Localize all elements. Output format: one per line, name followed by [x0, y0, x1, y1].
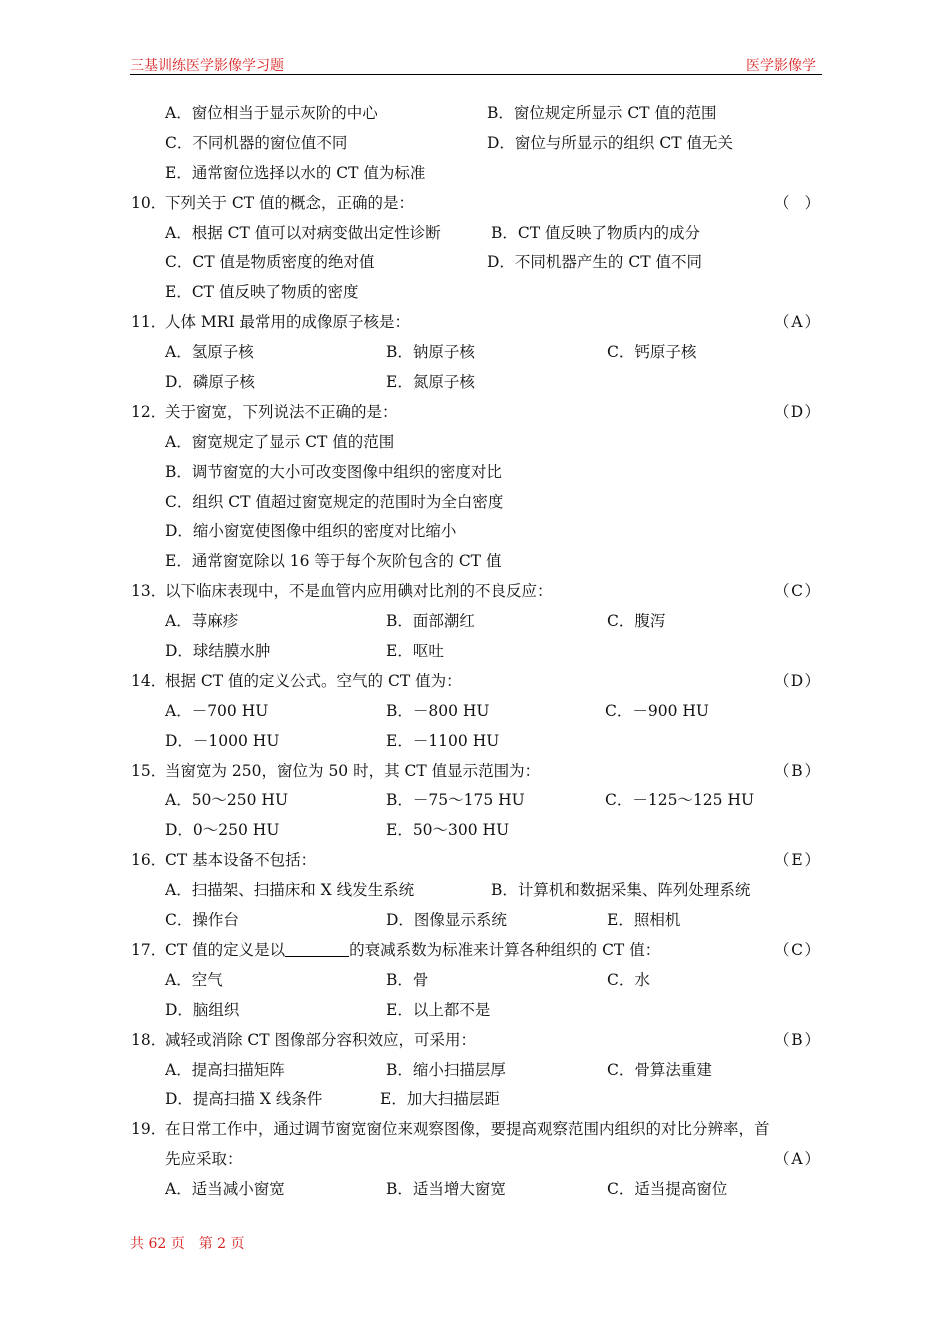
question-number: 14．	[131, 671, 167, 690]
question-stem	[131, 308, 822, 338]
answer-letter: E	[791, 851, 803, 870]
answer-bracket-close: ）	[804, 402, 820, 421]
answer-option: B．－75～175 HU	[386, 791, 525, 810]
question-stem	[131, 1026, 822, 1056]
answer-option: D．磷原子核	[165, 373, 255, 392]
question-number: 19．	[131, 1120, 167, 1139]
question-text	[165, 936, 660, 966]
answer-bracket-close: ）	[804, 1030, 820, 1049]
answer-letter: B	[791, 761, 803, 780]
answer-option: C．不同机器的窗位值不同	[165, 133, 348, 152]
answer-option: B．－800 HU	[386, 701, 490, 720]
answer-bracket-open: （	[774, 1030, 790, 1049]
answer-option: B．窗位规定所显示 CT 值的范围	[487, 104, 717, 122]
answer-bracket	[774, 757, 820, 787]
question-stem	[131, 757, 822, 787]
question-text-after-blank: 的衰减系数为标准来计算各种组织的 CT 值：	[349, 940, 661, 959]
answer-bracket-open: （	[774, 313, 790, 332]
answer-letter: A	[791, 313, 803, 332]
answer-option: D．窗位与所显示的组织 CT 值无关	[487, 133, 733, 152]
option-row	[131, 488, 822, 518]
option-row	[131, 1056, 822, 1086]
answer-bracket	[774, 398, 820, 428]
question-stem	[131, 577, 822, 607]
option-row	[131, 159, 822, 189]
answer-option: E．以上都不是	[386, 1000, 491, 1019]
answer-option: A．扫描架、扫描床和 X 线发生系统	[165, 881, 415, 900]
question-text: 当窗宽为 250，窗位为 50 时，其 CT 值显示范围为：	[165, 761, 541, 780]
option-row	[131, 727, 822, 757]
question-text: 人体 MRI 最常用的成像原子核是：	[165, 313, 411, 332]
answer-bracket-close: ）	[804, 940, 820, 959]
answer-bracket-open: （	[774, 671, 790, 690]
answer-option: E．50～300 HU	[386, 821, 510, 840]
question-stem	[131, 189, 822, 219]
answer-option: C．适当提高窗位	[607, 1180, 728, 1199]
answer-bracket-open: （	[774, 761, 790, 780]
option-row	[131, 368, 822, 398]
answer-option: A．氢原子核	[165, 343, 254, 362]
option-row	[131, 458, 822, 488]
answer-option: E．照相机	[607, 911, 681, 930]
answer-option: D．－1000 HU	[165, 731, 280, 750]
option-row	[131, 607, 822, 637]
answer-option: E．通常窗宽除以 16 等于每个灰阶包含的 CT 值	[165, 552, 502, 571]
question-text-before-blank: CT 值的定义是以	[165, 940, 286, 959]
answer-option: E．CT 值反映了物质的密度	[165, 283, 359, 302]
question-number: 12．	[131, 402, 167, 421]
question-stem	[131, 936, 822, 966]
option-row	[131, 248, 822, 278]
question-list	[131, 99, 822, 1205]
question-text: 在日常工作中，通过调节窗宽窗位来观察图像，要提高观察范围内组织的对比分辨率，首	[165, 1120, 770, 1139]
answer-option: B．面部潮红	[386, 612, 475, 631]
option-row	[131, 338, 822, 368]
answer-bracket-close: ）	[804, 582, 820, 601]
answer-letter: C	[791, 940, 803, 959]
answer-bracket-open: （	[774, 193, 790, 212]
answer-option: C．腹泻	[607, 612, 666, 631]
answer-option: D．缩小窗宽使图像中组织的密度对比缩小	[165, 522, 457, 541]
option-row	[131, 129, 822, 159]
question-text: 关于窗宽，下列说法不正确的是：	[165, 402, 398, 421]
question-stem-continued	[131, 1145, 822, 1175]
answer-option: C．－125～125 HU	[605, 791, 755, 810]
question-number: 11．	[131, 313, 167, 332]
option-row	[131, 637, 822, 667]
answer-letter: B	[791, 1030, 803, 1049]
question-stem	[131, 667, 822, 697]
answer-option: C．操作台	[165, 911, 239, 930]
option-row	[131, 99, 822, 129]
answer-option: C．骨算法重建	[607, 1060, 712, 1079]
question-stem	[131, 846, 822, 876]
answer-bracket-close: ）	[804, 851, 820, 870]
answer-option: D．脑组织	[165, 1000, 240, 1019]
answer-bracket-open: （	[774, 402, 790, 421]
question-number: 16．	[131, 851, 167, 870]
question-number: 10．	[131, 193, 167, 212]
answer-bracket	[774, 846, 820, 876]
option-row	[131, 547, 822, 577]
answer-option: D．球结膜水肿	[165, 642, 271, 661]
answer-option: A．根据 CT 值可以对病变做出定性诊断	[165, 223, 441, 242]
page-footer: 共 62 页 第 2 页	[130, 1236, 245, 1252]
answer-option: A．－700 HU	[165, 701, 269, 720]
option-row	[131, 697, 822, 727]
answer-letter: A	[791, 1150, 803, 1169]
answer-bracket-close: ）	[804, 193, 820, 212]
answer-option: E．呕吐	[386, 642, 444, 661]
option-row	[131, 278, 822, 308]
answer-bracket-close: ）	[804, 1150, 820, 1169]
answer-letter: D	[790, 671, 804, 690]
question-stem	[131, 1115, 822, 1145]
option-row	[131, 996, 822, 1026]
answer-option: A．适当减小窗宽	[165, 1180, 285, 1199]
answer-bracket	[774, 1145, 820, 1175]
option-row	[131, 786, 822, 816]
answer-bracket-open: （	[774, 582, 790, 601]
option-row	[131, 517, 822, 547]
answer-option: A．窗位相当于显示灰阶的中心	[165, 104, 378, 122]
option-row	[131, 428, 822, 458]
answer-bracket-close: ）	[804, 313, 820, 332]
question-number: 18．	[131, 1030, 167, 1049]
answer-option: D．提高扫描 X 线条件	[165, 1090, 323, 1109]
answer-bracket	[774, 1026, 820, 1056]
option-row	[131, 816, 822, 846]
question-text: 下列关于 CT 值的概念，正确的是：	[165, 193, 415, 212]
answer-option: C．－900 HU	[605, 701, 709, 720]
answer-option: B．CT 值反映了物质内的成分	[491, 223, 701, 242]
answer-option: B．计算机和数据采集、阵列处理系统	[491, 881, 751, 900]
answer-option: D．0～250 HU	[165, 821, 280, 840]
answer-bracket	[774, 936, 820, 966]
answer-bracket	[774, 308, 820, 338]
answer-option: C．组织 CT 值超过窗宽规定的范围时为全白密度	[165, 492, 504, 511]
answer-option: A．50～250 HU	[165, 791, 289, 810]
answer-option: E．－1100 HU	[386, 731, 500, 750]
option-row	[131, 1175, 822, 1205]
question-text: CT 基本设备不包括：	[165, 851, 317, 870]
answer-option: B．调节窗宽的大小可改变图像中组织的密度对比	[165, 462, 502, 481]
answer-bracket-open: （	[774, 940, 790, 959]
answer-letter: D	[790, 402, 804, 421]
answer-bracket-close: ）	[804, 761, 820, 780]
answer-option: E．加大扫描层距	[380, 1090, 500, 1109]
question-text: 根据 CT 值的定义公式。空气的 CT 值为：	[165, 671, 462, 690]
answer-bracket-close: ）	[804, 671, 820, 690]
fill-in-blank	[285, 938, 349, 957]
question-text-continued: 先应采取：	[165, 1150, 243, 1169]
answer-bracket-open: （	[774, 1150, 790, 1169]
option-row	[131, 1085, 822, 1115]
option-row	[131, 219, 822, 249]
answer-option: E．氮原子核	[386, 373, 475, 392]
question-stem	[131, 398, 822, 428]
answer-option: A．荨麻疹	[165, 612, 239, 631]
answer-option: A．空气	[165, 970, 223, 989]
answer-option: C．水	[607, 970, 650, 989]
answer-option: B．骨	[386, 970, 429, 989]
page-header	[130, 52, 822, 75]
answer-option: D．图像显示系统	[386, 911, 507, 930]
answer-option: A．提高扫描矩阵	[165, 1060, 285, 1079]
question-number: 15．	[131, 761, 167, 780]
answer-option: B．缩小扫描层厚	[386, 1060, 506, 1079]
option-row	[131, 966, 822, 996]
question-text: 减轻或消除 CT 图像部分容积效应，可采用：	[165, 1030, 477, 1049]
answer-bracket	[774, 577, 820, 607]
answer-option: B．适当增大窗宽	[386, 1180, 506, 1199]
question-text: 以下临床表现中，不是血管内应用碘对比剂的不良反应：	[165, 582, 553, 601]
answer-option: C．CT 值是物质密度的绝对值	[165, 253, 375, 272]
header-title: 三基训练医学影像学习题	[130, 58, 284, 74]
answer-option: D．不同机器产生的 CT 值不同	[487, 253, 702, 272]
header-subject: 医学影像学	[746, 58, 816, 74]
answer-option: B．钠原子核	[386, 343, 475, 362]
answer-option: E．通常窗位选择以水的 CT 值为标准	[165, 163, 426, 182]
answer-bracket	[774, 667, 820, 697]
option-row	[131, 876, 822, 906]
answer-option: A．窗宽规定了显示 CT 值的范围	[165, 432, 395, 451]
question-number: 17．	[131, 940, 167, 959]
answer-letter: C	[791, 582, 803, 601]
question-number: 13．	[131, 582, 167, 601]
option-row	[131, 906, 822, 936]
answer-bracket-open: （	[774, 851, 790, 870]
answer-option: C．钙原子核	[607, 343, 697, 362]
